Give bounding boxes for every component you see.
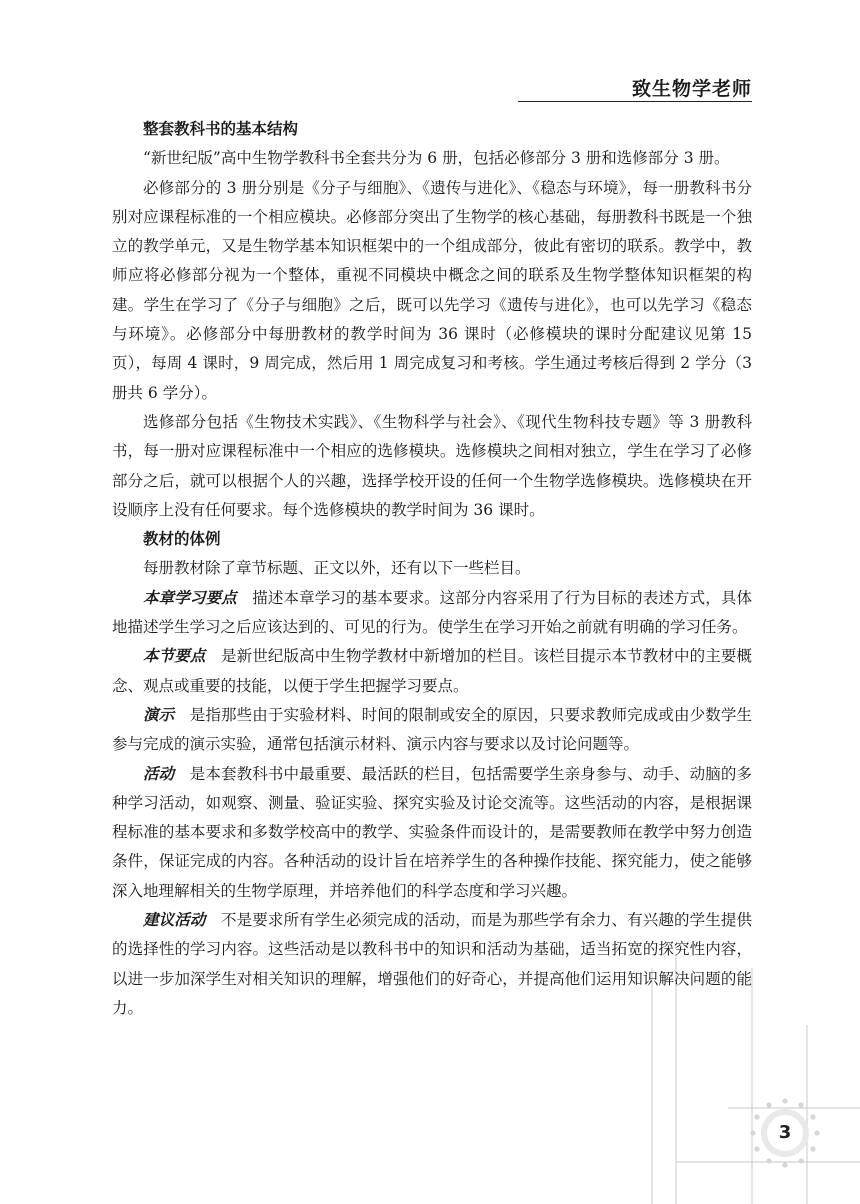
column-term: 建议活动	[143, 911, 206, 930]
column-term: 活动	[143, 764, 175, 783]
column-description: 是本套教科书中最重要、最活跃的栏目，包括需要学生亲身参与、动手、动脑的多种学习活动，如观察、测量、验证实验、探究实验及讨论交流等。这些活动的内容，是根据课程标准的基本要求和多数学校高中的教学、实验条件而设计的，是需要教师在教学中努力创造条件，保证完成的内容。各种活动的设计旨在培养学生的各种操作技能、探究能力，使之能够深入地理解相关的生物学原理，并培养他们的科学态度和学习兴趣。	[112, 764, 752, 900]
column-description: 是新世纪版高中生物学教材中新增加的栏目。该栏目提示本节教材中的主要概念、观点或重要的技能，以便于学生把握学习要点。	[112, 647, 752, 695]
main-content	[112, 115, 752, 1023]
paragraph: 每册教材除了章节标题、正文以外，还有以下一些栏目。	[143, 559, 531, 578]
column-item	[112, 906, 752, 1023]
column-term: 本节要点	[143, 647, 206, 666]
column-description: 描述本章学习的基本要求。这部分内容采用了行为目标的表述方式，具体地描述学生学习之后应该达到的、可见的行为。使学生在学习开始之前就有明确的学习任务。	[112, 588, 752, 637]
paragraph: 必修部分的 3 册分别是《分子与细胞》、《遗传与进化》、《稳态与环境》，每一册教科书分别对应课程标准的一个相应模块。必修部分突出了生物学的核心基础，每册教科书既是一个独立的教学单元，又是生物学基本知识框架中的一个组成部分，彼此有密切的联系。教学中，教师应将必修部分视为一个整体，重视不同模块中概念之间的联系及生物学整体知识框架的构建。学生在学习了《分子与细胞》之后，既可以先学习《遗传与进化》，也可以先学习《稳态与环境》。必修部分中每册教材的教学时间为 36 课时（必修模块的课时分配建议见第 15 页），每周 4 课时，9 周完成，然后用 1 周完成复习和考核。学生通过考核后得到 2 学分（3 册共 6 学分）。	[112, 178, 752, 402]
column-item	[112, 642, 752, 701]
section-format	[112, 525, 752, 1023]
column-item	[112, 760, 752, 906]
section-heading: 整套教科书的基本结构	[143, 120, 299, 138]
page-number: 3	[778, 1122, 792, 1143]
column-item	[112, 584, 752, 643]
column-term: 本章学习要点	[143, 588, 237, 607]
section-heading: 教材的体例	[143, 530, 221, 549]
column-description: 不是要求所有学生必须完成的活动，而是为那些学有余力、有兴趣的学生提供的选择性的学习内容。这些活动是以教科书中的知识和活动为基础，适当拓宽的探究性内容，以进一步加深学生对相关知识的理解，增强他们的好奇心，并提高他们运用知识解决问题的能力。	[112, 911, 752, 1017]
column-item	[112, 701, 752, 760]
paragraph: “新世纪版”高中生物学教科书全套共分为 6 册，包括必修部分 3 册和选修部分 3 册。	[143, 149, 730, 168]
column-description: 是指那些由于实验材料、时间的限制或安全的原因，只要求教师完成或由少数学生参与完成的演示实验，通常包括演示材料、演示内容与要求以及讨论问题等。	[112, 705, 752, 754]
header-title: 致生物学老师	[631, 78, 752, 100]
paragraph: 选修部分包括《生物技术实践》、《生物科学与社会》、《现代生物科技专题》等 3 册教科书，每一册对应课程标准中一个相应的选修模块。选修模块之间相对独立，学生在学习了必修部分之后，就可以根据个人的兴趣，选择学校开设的任何一个生物学选修模块。选修模块在开设顺序上没有任何要求。每个选修模块的教学时间为 36 课时。	[112, 412, 752, 519]
column-term: 演示	[143, 705, 175, 724]
section-structure	[112, 115, 752, 525]
